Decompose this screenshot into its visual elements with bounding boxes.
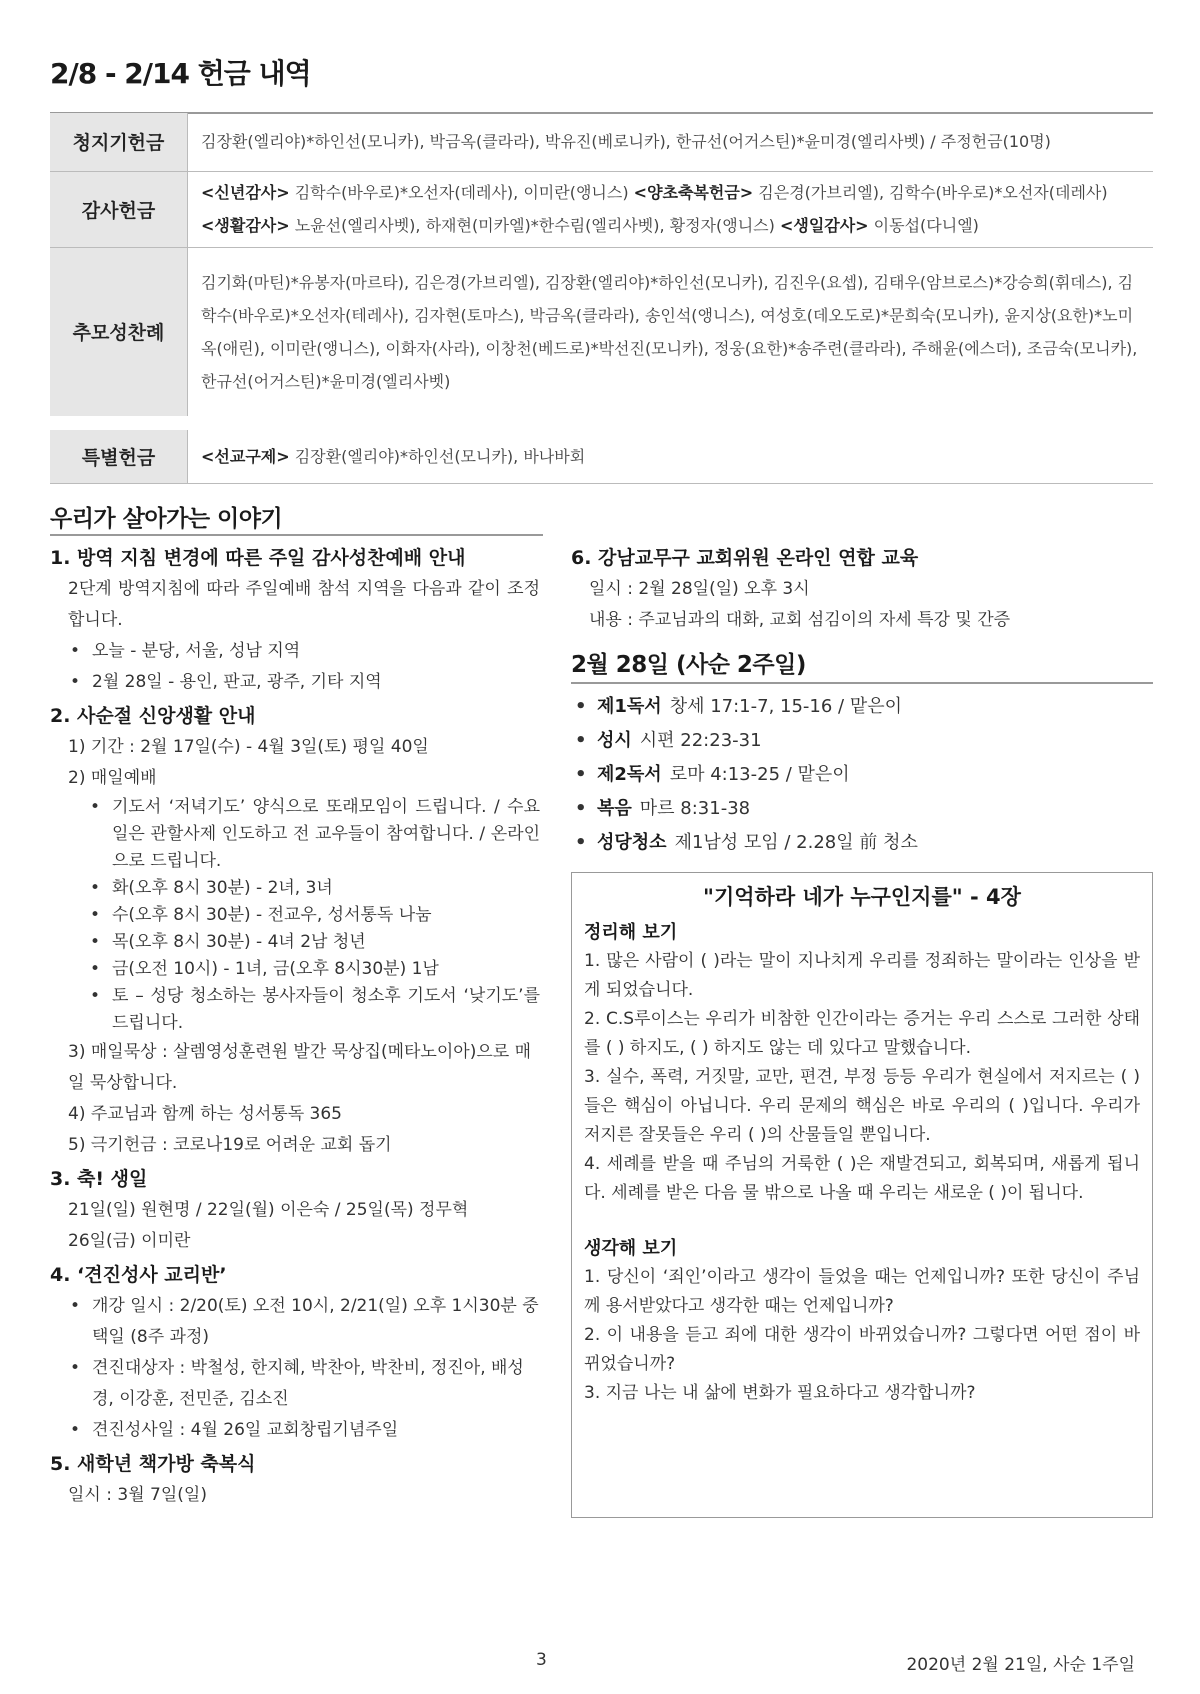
- review-item: 1. 많은 사람이 ( )라는 말이 지나치게 우리를 정죄하는 말이라는 인상을 받게 되었습니다.: [584, 951, 1140, 1000]
- section-line: 4) 주교님과 함께 하는 성서통독 365: [68, 1104, 342, 1124]
- divider: [571, 682, 1153, 684]
- reading-label: 성당청소: [597, 832, 667, 853]
- reading-label: 제2독서: [597, 764, 662, 785]
- section-line: 5) 극기헌금 : 코로나19로 어려운 교회 돕기: [68, 1135, 392, 1155]
- table-row: [50, 423, 1153, 483]
- offering-table: [50, 113, 1153, 484]
- list-item: • 목(오후 8시 30분) - 4녀 2남 청년: [90, 929, 540, 956]
- offering-category: 청지기헌금: [50, 113, 188, 171]
- study-title: "기억하라 네가 누구인지를" - 4장: [703, 885, 1021, 909]
- section-title: 3. 축! 생일: [50, 1168, 148, 1190]
- footer-date: 2020년 2월 21일, 사순 1주일: [906, 1655, 1135, 1675]
- section-title: 1. 방역 지침 변경에 따른 주일 감사성찬예배 안내: [50, 547, 466, 569]
- think-item: 3. 지금 나는 내 삶에 변화가 필요하다고 생각합니까?: [584, 1383, 976, 1403]
- reading-item: [571, 758, 1151, 792]
- think-item: 1. 당신이 ‘죄인’이라고 생각이 들었을 때는 언제입니까? 또한 당신이 주님께 용서받았다고 생각한 때는 언제입니까?: [584, 1267, 1140, 1316]
- section-line: 26일(금) 이미란: [68, 1231, 191, 1251]
- table-row: [50, 247, 1153, 423]
- reading-text: 시편 22:23-31: [639, 730, 762, 751]
- study-box: [571, 872, 1153, 1518]
- offering-tag: <양초축복헌금>: [633, 183, 754, 202]
- section-line: 내용 : 주교님과의 대화, 교회 섬김이의 자세 특강 및 간증: [589, 610, 1011, 630]
- left-column: [50, 540, 540, 1511]
- page-number: 3: [536, 1650, 547, 1670]
- reading-text: 로마 4:13-25 / 맡은이: [669, 764, 850, 785]
- list-item: • 견진대상자 : 박철성, 한지혜, 박찬아, 박찬비, 정진아, 배성경, 이강훈, 전민준, 김소진: [70, 1353, 540, 1415]
- reading-label: 제1독서: [597, 696, 662, 717]
- list-item: • 견진성사일 : 4월 26일 교회창립기념주일: [70, 1415, 540, 1446]
- section-line: 21일(일) 원현명 / 22일(월) 이은숙 / 25일(목) 정무혁: [68, 1200, 469, 1220]
- think-item: 2. 이 내용을 듣고 죄에 대한 생각이 바뀌었습니까? 그렇다면 어떤 점이 바뀌었습니까?: [584, 1325, 1140, 1374]
- list-item: • 토 – 성당 청소하는 봉사자들이 청소후 기도서 ‘낮기도’를 드립니다.: [90, 983, 540, 1037]
- section-title: 6. 강남교무구 교회위원 온라인 연합 교육: [571, 547, 919, 569]
- table-row: [50, 113, 1153, 171]
- section-line: 일시 : 2월 28일(일) 오후 3시: [589, 579, 810, 599]
- section-title: 2. 사순절 신앙생활 안내: [50, 705, 256, 727]
- list-item: • 기도서 ‘저녁기도’ 양식으로 또래모임이 드립니다. / 수요일은 관할사제 인도하고 전 교우들이 참여합니다. / 온라인으로 드립니다.: [90, 794, 540, 875]
- list-item: • 금(오전 10시) - 1녀, 금(오후 8시30분) 1남: [90, 956, 540, 983]
- section-line: 2) 매일예배: [68, 768, 157, 788]
- offering-tag: <신년감사>: [201, 183, 290, 202]
- list-item: • 오늘 - 분당, 서울, 성남 지역: [70, 636, 540, 667]
- offering-line: [201, 209, 1152, 242]
- reading-text: 마르 8:31-38: [639, 798, 751, 819]
- offering-text: 노윤선(엘리사벳), 하재현(미카엘)*한수림(엘리사벳), 황정자(앵니스): [289, 216, 780, 235]
- right-column: [571, 540, 1151, 636]
- region-list: [50, 636, 540, 698]
- offering-category: 특별헌금: [50, 423, 188, 483]
- offering-text: 이동섭(다니엘): [868, 216, 979, 235]
- section-line: 3) 매일묵상 : 살렘영성훈련원 발간 묵상집(메타노이아)으로 매일 묵상합니다.: [68, 1042, 531, 1093]
- list-item: • 2월 28일 - 용인, 판교, 광주, 기타 지역: [70, 667, 540, 698]
- offering-names: [188, 171, 1154, 247]
- offering-title: 2/8 - 2/14 헌금 내역: [50, 57, 311, 90]
- offering-names: 김장환(엘리야)*하인선(모니카), 박금옥(클라라), 박유진(베로니카), 한규선(어거스틴)*윤미경(엘리사벳) / 주정헌금(10명): [188, 113, 1154, 171]
- offering-tag: <선교구제>: [201, 446, 290, 466]
- divider: [50, 534, 543, 536]
- section-title: 5. 새학년 책가방 축복식: [50, 1453, 256, 1475]
- section-title: 4. ‘견진성사 교리반’: [50, 1264, 227, 1286]
- offering-text: 김학수(바우로)*오선자(데레사), 이미란(앵니스): [289, 183, 634, 202]
- reading-item: [571, 792, 1151, 826]
- review-item: 4. 세례를 받을 때 주님의 거룩한 ( )은 재발견되고, 회복되며, 새롭게 됩니다. 세례를 받은 다음 물 밖으로 나올 때 우리는 새로운 ( )이 됩니다.: [584, 1154, 1140, 1203]
- spacer: [584, 1208, 1140, 1234]
- reading-label: 복음: [597, 798, 632, 819]
- table-row: [50, 171, 1153, 247]
- review-item: 2. C.S루이스는 우리가 비참한 인간이라는 증거는 우리 스스로 그러한 상태를 ( ) 하지도, ( ) 하지도 않는 데 있다고 말했습니다.: [584, 1009, 1140, 1058]
- reading-text: 제1남성 모임 / 2.28일 前 청소: [674, 832, 918, 853]
- confirmation-list: [50, 1291, 540, 1446]
- section-body: 2단계 방역지침에 따라 주일예배 참석 지역을 다음과 같이 조정합니다.: [68, 579, 540, 630]
- offering-text: 김장환(엘리야)*하인선(모니카), 바나바회: [289, 446, 586, 466]
- offering-text: 김은경(가브리엘), 김학수(바우로)*오선자(데레사): [753, 183, 1108, 202]
- next-sunday-title: 2월 28일 (사순 2주일): [571, 652, 806, 678]
- offering-names: 김기화(마틴)*유봉자(마르타), 김은경(가브리엘), 김장환(엘리야)*하인선(모니카), 김진우(요셉), 김태우(암브로스)*강승희(휘데스), 김학수(바우로)*오선자(테레사), 김자현(토마스), 박금옥(클라라), 송인석(앵니스), 여성호(데오도로)*문희숙(모니카), 윤지상(요한)*노미옥(애린), 이미란(앵니스), 이화자(사라), 이창천(베드로)*박선진(모니카), 정웅(요한)*송주련(클라라), 주해윤(에스더), 조금숙(모니카), 한규선(어거스틴)*윤미경(엘리사벳): [188, 247, 1154, 423]
- think-title: 생각해 보기: [584, 1238, 678, 1259]
- review-item: 3. 실수, 폭력, 거짓말, 교만, 편견, 부정 등등 우리가 현실에서 저지르는 ( )들은 핵심이 아닙니다. 우리 문제의 핵심은 바로 우리의 ( )입니다. 우리가 저지른 잘못들은 우리 ( )의 산물들일 뿐입니다.: [584, 1067, 1140, 1145]
- readings-block: [571, 690, 1151, 860]
- offering-tag: <생활감사>: [201, 216, 290, 235]
- list-item: • 개강 일시 : 2/20(토) 오전 10시, 2/21(일) 오후 1시30분 중 택일 (8주 과정): [70, 1291, 540, 1353]
- offering-category: 추모성찬례: [50, 247, 188, 423]
- reading-item: [571, 724, 1151, 758]
- list-item: • 화(오후 8시 30분) - 2녀, 3녀: [90, 875, 540, 902]
- reading-item: [571, 690, 1151, 724]
- readings-list: [571, 690, 1151, 860]
- offering-line: [201, 176, 1152, 209]
- section-line: 1) 기간 : 2월 17일(수) - 4월 3일(토) 평일 40일: [68, 737, 429, 757]
- review-title: 정리해 보기: [584, 922, 678, 943]
- reading-text: 창세 17:1-7, 15-16 / 맡은이: [669, 696, 902, 717]
- reading-item: [571, 826, 1151, 860]
- reading-label: 성시: [597, 730, 632, 751]
- story-title: 우리가 살아가는 이야기: [50, 506, 283, 532]
- bulletin-page: [50, 0, 1153, 1694]
- worship-list: [50, 794, 540, 1037]
- list-item: • 수(오후 8시 30분) - 전교우, 성서통독 나눔: [90, 902, 540, 929]
- offering-names: [188, 423, 1154, 483]
- offering-category: 감사헌금: [50, 171, 188, 247]
- offering-tag: <생일감사>: [779, 216, 869, 235]
- section-line: 일시 : 3월 7일(일): [68, 1485, 207, 1505]
